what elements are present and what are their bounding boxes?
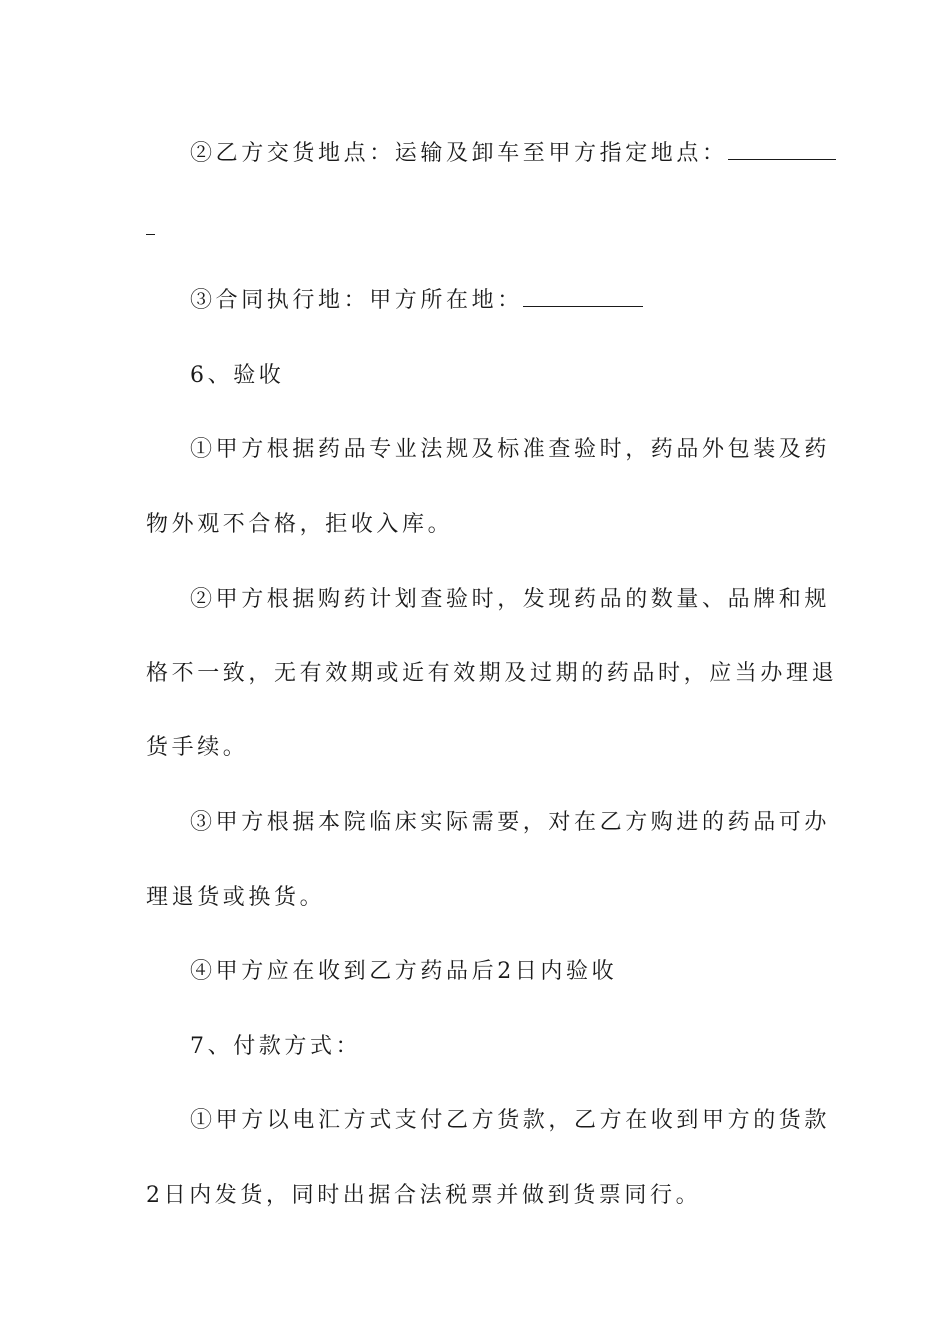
paragraph-line: 2日内发货，同时出据合法税票并做到货票同行。 xyxy=(146,1183,702,1208)
paragraph-text: ②乙方交货地点：运输及卸车至甲方指定地点： xyxy=(190,141,728,166)
fill-in-blank xyxy=(146,216,155,235)
paragraph-line: 货手续。 xyxy=(146,735,249,760)
section-heading: 7、付款方式： xyxy=(190,1034,362,1059)
paragraph-line: 格不一致，无有效期或近有效期及过期的药品时，应当办理退 xyxy=(146,661,838,686)
paragraph-line xyxy=(190,139,836,169)
paragraph-line: ①甲方根据药品专业法规及标准查验时，药品外包装及药 xyxy=(190,437,831,462)
fill-in-blank xyxy=(523,288,643,307)
paragraph-line: ①甲方以电汇方式支付乙方货款，乙方在收到甲方的货款 xyxy=(190,1108,831,1133)
paragraph-line xyxy=(190,286,643,316)
paragraph-line xyxy=(146,214,155,244)
paragraph-line: 物外观不合格，拒收入库。 xyxy=(146,512,454,537)
paragraph-text: ③合同执行地：甲方所在地： xyxy=(190,288,523,313)
section-heading: 6、验收 xyxy=(190,363,285,388)
paragraph-line: ④甲方应在收到乙方药品后2日内验收 xyxy=(190,959,618,984)
fill-in-blank xyxy=(728,141,836,160)
paragraph-line: 理退货或换货。 xyxy=(146,885,326,910)
paragraph-line: ②甲方根据购药计划查验时，发现药品的数量、品牌和规 xyxy=(190,587,831,612)
paragraph-line: ③甲方根据本院临床实际需要，对在乙方购进的药品可办 xyxy=(190,810,831,835)
